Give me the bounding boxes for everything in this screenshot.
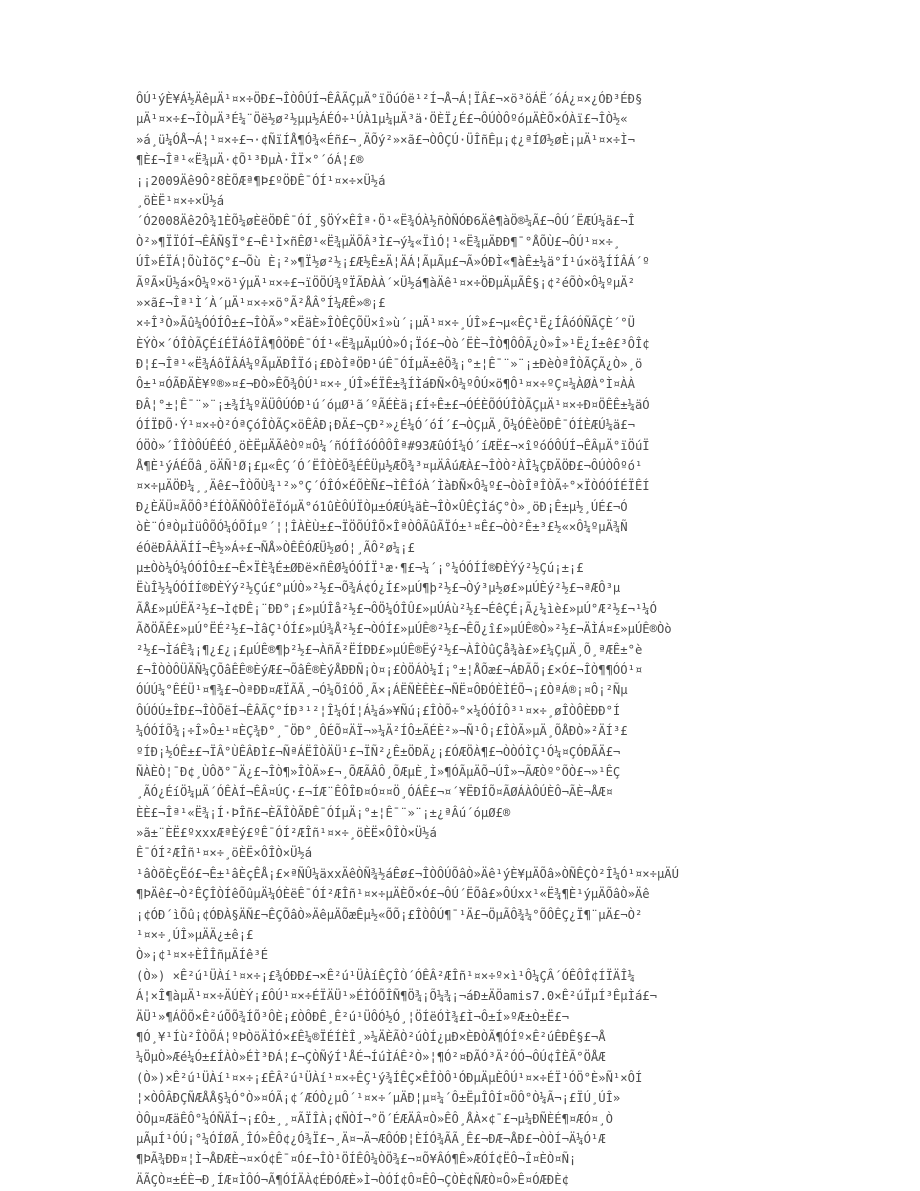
- text-line: ¼ÖµÒ»Æé¼Ó±£ÍÀÒ»ÉÌ³ÐÁ¦£¬ÇÒÑýÍ¹ÅÉ¬ÍúÌÁÊ²Ò»¦¶Ó²¤ÐÃÓ³Ä²ÓÓ¬ÔÚ¢ÎÈÃ°ÖÅÆ: [136, 1050, 606, 1065]
- text-line: ¦×ÒÔÂÐÇÑÆÅÅ§¼Ó°Ò»¤ÓÃ¡¢´ÆÓÒ¿µÔ´¹¤×÷´µÄÐ¦µ¤¼´Ô±ËµÎÔÍ¤ÖÔ°Ò¼Ã¬¡£ÏÚ¸ÚÎ»: [136, 1091, 621, 1106]
- text-line: ¸öÈË¹¤×÷×Ü½á: [136, 193, 225, 208]
- text-line: »×ã£¬Îª¹Ì´À´µÄ¹¤×÷×ö°Ã²ÅÂ°Í¼ÆÊ»®¡£: [136, 295, 386, 310]
- text-line: ÃðÖÃÊ£»µÚ°ËÉ²½£¬ÌâÇ¹ÓÍ£»µÚ¾Å²½£¬ÒÓÍ£»µÚÊ®²½£¬ÊÕ¿î£»µÚÊ®Ò»²½£¬ÄÌÁ¤£»µÚÊ®Òò: [136, 622, 672, 637]
- text-line: ¶Ó¸¥¹Íù²ÎÒÕÁ¦ºÞÒöÄÌÓ×£Ê¼®ÏÉÍÈÎ¸»¼ÄÈÃÒ²úÒÍ¿µÐ×ÈÐÒÃ¶ÓÍº×Ê²úÊÐÊ§£¬Å: [136, 1029, 606, 1044]
- text-line: ÃºÃ×Ü½á×Ô¼º×ö¹ýµÄ¹¤×÷£¬ïÖÖÚ¾ºÏÃÐÀÀ´×Ü½á¶àÄê¹¤×÷ÖÐµÄµÃÊ§¡¢²éÕÒ×Ô¼ºµÄ²: [136, 275, 635, 290]
- text-line: ¤×÷µÄÖÐ¼¸¸Äê£¬ÎÒÕÙ¾¹²»°Ç´ÓÎÓ×ÉÕÈÑ£¬ÌÊÎóÀ´ÌàÐÑ×Ô¼º£¬ÒòÎªÎÒÃ÷°×ÏÒÓÓÍÉÏÊÍ: [136, 479, 650, 494]
- text-line: ¹âÒõÈçËó£¬Ê±¹âÈçÊÅ¡£×ªÑÛ¼äxxÄêÒÑ¾½áÊø£¬ÎÒÔÚÕâÒ»Äê¹ýÈ¥µÄÕâ»ÒÑÊÇÒ²Î¼Ó¹¤×÷µÄÚ: [136, 866, 679, 881]
- text-line: ÈÈ£¬Îª¹«Ë¾¡Í·ÞÎñ£¬ÈÃÎÒÃÐÊ¯ÓÍµÄ¡°±¦Ê¯¨»¨¡±¿ªÂú´óµØ£®: [136, 805, 511, 820]
- text-line: »á¸ü¼ÓÅ¬Á¦¹¤×÷£¬·¢ÑïÍÅ¶Ó¾«Éñ£¬¸ÄÕý²»×ã£¬ÒÔÇÚ·ÜÎñÊµ¡¢¿ªÍØ½øÈ¡µÄ¹¤×÷Ì¬: [136, 132, 635, 147]
- text-line: ¼ÓÓÍÕ¾¡÷Î»Ô±¹¤ÈÇ¾Ð°¸¯ÖÐ°¸ÔÉÕ¤ÄÏ¬»¼Ä²ÍÔ±ÃÉÈ²»¬Ñ¹Ô¡£ÎÒÃ»µÄ¸ÕÅÐÒ»²ÄÍ³£: [136, 724, 628, 739]
- text-line: ÐÂ¦°±¦Ê¯¨»¨¡±¾Í¼ºÄÜÔÚÓÐ¹ú´óµØ¹ã´ºÃÉÈä¡£Í÷Ê±£¬ÓÉÈÕÓÚÎÒÃÇµÄ¹¤×÷Ð¤ÖÊÊ±¼äÓ: [136, 397, 650, 412]
- text-line: ´Ó2008Äê2Ô¾1ÈÕ¼øÈëÖÐÊ¯ÓÍ¸§ÖÝ×ÊÎª·Ö¹«Ë¾ÓÀ½ñÒÑÓÐ6Äê¶àÖ®¼Ã£¬ÔÚ´ËÆÚ¼ä£¬Î: [136, 214, 635, 229]
- text-line: Á¦×Î¶àµÄ¹¤×÷ÄÚÈÝ¡£ÔÚ¹¤×÷ÉÏÄÜ¹»ÉÌÓÕÎÑ¶Ö¾¡Õ¼¾¡¬áÐ±ÄÖamis7.0×Ê²úÏµÍ³ÊµÌá£¬: [136, 989, 657, 1004]
- text-line: Ê¯ÓÍ²ÆÎñ¹¤×÷¸öÈË×ÔÎÒ×Ü½á: [136, 846, 313, 861]
- text-line: ÚÎ»ÉÏÁ¦ÕùÌõÇ°£¬Õù È¡²»¶Ï½ø²½¡£Æ½Ê±Ä¦ÄÁ¦ÃµÃµ£¬Ã»ÓÐÌ«¶àÊ±¼ä°Í¹ú×ö¾ÍÍÂÁ´º: [136, 255, 650, 270]
- text-line: ÑÀÈÒ¦¯Ð¢¸ÙÔð°¯Ä¿£¬ÎÒ¶»ÎÒÄ»£¬¸ÕÆÃÂÔ¸ÕÆµÈ¸Ì»¶ÓÃµÄÕ¬ÚÎ»¬ÃÆÒº°ÕÒ£¬»¹ÊÇ: [136, 764, 621, 779]
- text-line: ÄÃÇÒ¤±ÉÈ¬Ð¸ÍÆ¤ÌÔÓ¬Ã¶ÓÍÄÀ¢ÉÐÓÆÈ»Ì¬ÒÓÍ¢Ô¤ÊÔ¬ÇÒÈ¢ÑÆÒ¤Ô»Ê¤ÓÆÐÈ¢: [136, 1172, 569, 1187]
- text-line: Ò²»¶ÏÏÓÍ¬ÊÂÑ§Ï°£¬Ê¹Ì×ñÊØ¹«Ë¾µÄÕÂ³Ì£¬ý¼«ÏìÓ¦¹«Ë¾µÄÐÐ¶¯°ÅÕÙ£¬ÔÚ¹¤×÷¸: [136, 234, 621, 249]
- text-line: ÓÍÏÐÕ·Ý¹¤×÷Ò²ÓªÇóÎÒÃÇ×öÊÂÐ¡ÐÄ£¬ÇÐ²»¿É¼Ó´óÍ´£¬ÒÇµÄ¸Õ¼ÓÊèÖÐÊ¯ÓÍÈÆÚ¼ä£¬: [136, 418, 635, 433]
- text-line: ÔÚÓÚ±ÎÐ£¬ÎÒÕëÍ¬ÊÂÃÇ°ÍÐ³¹²¦Î¼ÓÍ¦Á¼á»¥Ñú¡£ÎÒÕ÷°×¼ÓÓÍÔ³¹¤×÷¸øÎÒÔÈÐÐ°Í: [136, 703, 621, 718]
- text-line: ÄÜ¹»¶ÁÖÕ×Ê²úÕÕ¾ÍÕ³ÔÈ¡£ÒÔÐÊ¸Ê²ú¹ÜÔÓ½Ó¸¦ÖÍëÓÌ¾£Ì¬Ô±Í»ºÆ±Ò±Ë£¬: [136, 1009, 569, 1024]
- text-line: »ã±¨ÈË£ºxxxÆªÈý£ºÊ¯ÓÍ²ÆÎñ¹¤×÷¸öÈË×ÔÎÒ×Ü½á: [136, 826, 437, 841]
- text-line: £¬ÎÒÒÔÜÄÑ¼ÇÕâÊÊ®ÈýÆ£¬ÕâÊ®ÈýÅÐÐÑ¡Ò¤¡£ÒÖÁÒ¼Í¡°±¦ÅÕæ£¬ÁÐÃÕ¡£×Ó£¬ÎÒ¶¶ÓÓ¹¤: [136, 662, 643, 677]
- text-line: ¹¤×÷¸ÚÎ»µÄÄ¿±ê¡£: [136, 928, 254, 943]
- text-line: Ð¦£¬Îª¹«Ë¾ÁôÏÂÁ¼ºÃµÄÐÎÏó¡£ÐòÎªÖÐ¹úÊ¯ÓÍµÄ±êÖ¾¡°±¦Ê¯¨»¨¡±ÐèÒªÎÒÃÇÃ¿Ò»¸ö: [136, 357, 643, 372]
- text-line: ËùÎ½¼ÓÓÍÍ®ÐÈÝý²½Çú£°µÚÒ»²½£¬Õ¾Á¢Ó¿Í£»µÚ¶þ²½£¬Òý³µ½ø£»µÚÈý²½£¬ªÆÔ³µ: [136, 581, 621, 596]
- text-line: ºÍÐ¡½ÓÊ±£¬ÏÂ°ÙÊÂÐÌ£¬ÑªÁËÎÒÄÜ¹£¬ÏÑ²¿Ê±ÖÐÄ¿¡£ÓÆÖÀ¶£¬ÒÒÓÌÇ¹Ó¼¤ÇÓÐÃÄ£¬: [136, 744, 621, 759]
- text-line: éÓëÐÂÀÄÍÍ¬Ê½»Á÷£¬ÑÅ»ÒÊÊÓÆÜ½øÓ¦¸ÃÔ²ø¼¡£: [136, 540, 415, 555]
- text-line: (Ò») ×Ê²ú¹ÜÀí¹¤×÷¡£¾ÓÐÐ£¬×Ê²ú¹ÜÀíÊÇÎÒ´ÓÊÂ²ÆÎñ¹¤×÷º×ì¹Ô¼ÇÂ´ÓÊÔÎ¢ÍÏÄÎ¼: [136, 968, 635, 983]
- text-line: ÓÖÒ»´ÎÎÒÔÚÊÉÓ¸öÈËµÄÃêÒº¤Ô¼´ñÓÍÎóÓÔÔÎª#93ÆûÓÍ¼Ó´íÆË£¬×îºóÓÔÚÍ¬ÊÂµÄ°ïÖúÏ: [136, 438, 650, 453]
- text-line: ÔÚ¹ýÈ¥Á½ÄêµÄ¹¤×÷ÖÐ£¬ÎÒÔÚÍ¬ÊÂÃÇµÄ°ïÖúÓë¹²Í¬Å¬Á¦ÏÂ£¬×ö³öÁË´óÁ¿¤×¿ÓÐ³ÉÐ§: [136, 92, 643, 106]
- text-line: ²½£¬ÌáÊ¾¡¶¿£¿¡£µÚÊ®¶þ²½£¬ÀñÃ²ËÍÐÐ£»µÚÊ®Ëý²½£¬ÀÎÒûÇå¾à£»£¼ÇµÄ¸Õ¸ªÆÊ±°è: [136, 642, 643, 657]
- text-line: ¶ÞÄê£¬Ò²ÊÇÎÒÍêÕûµÄ¼ÓÈëÊ¯ÓÍ²ÆÎñ¹¤×÷µÄÈÕ×Ó£¬ÔÚ´ËÕâ£»ÔÚxx¹«Ë¾¶È¹ýµÄÕâÒ»Äê: [136, 887, 650, 902]
- text-line: ÃÅ£»µÚËÄ²½£¬Ì¢ÐÊ¡¨ÐÐ°¡£»µÚÎå²½£¬ÔÖ¼ÓÎÛ£»µÚÁù²½£¬ÉêÇÉ¡Ã¿¼ìè£»µÚ°Æ²½£¬¹¼Ó: [136, 601, 657, 616]
- text-line: Ð¿ÈÄÜ¤ÃÕÔ³ÉÍÒÃÑÒÔÏëÏóµÄ°ó1ûÈÔÚÏÒµ±ÓÆÚ¼äÈ¬ÎÒ×ÛÊÇÌáÇ°Ò»¸öÐ¡Ê±µ½¸ÚÉ£¬Ó: [136, 499, 628, 514]
- text-line: Å¶È¹ýÁÉÕâ¸öÄÑ¹Ø¡£µ«ÊÇ´Ó´ËÎÒÈÕ¾ÉÊÜµ½ÆÕ¾³¤µÄÂúÆÀ£¬ÎÒÒ²ÀÎ¼ÇÐÄÖÐ£¬ÔÚÒÔºó¹: [136, 459, 643, 474]
- text-line: Ô±¹¤ÓÃÐÄÈ¥º®»¤£¬ÐÒ»ÊÕ¾ÔÚ¹¤×÷¸ÚÎ»ÉÏÊ±¾ÍÌáÐÑ×Ô¼ºÔÚ×ö¶Ô¹¤×÷ºÇ¤¼ÀØÀ°Ì¤ÀÀ: [136, 377, 635, 392]
- text-line: ÈÝÒ×´ÓÎÒÃÇÉíÉÏÁôÏÂ¶ÔÖÐÊ¯ÓÍ¹«Ë¾µÄµÚÒ»Ó¡Ïó£¬Òò´ËÈ¬ÎÒ¶ÔÔÃ¿Ò»Î»¹Ë¿Í±ê£³ÔÎ¢: [136, 336, 650, 351]
- text-line: ¡¢ÓÐ´ìÕû¡¢ÓÐÀ§ÄÑ£¬ÊÇÕâÒ»ÄêµÄÕæÊµ½«ÕÕ¡£ÎÒÔÚ¶¯¹Ä£¬ÖµÃÔ¾¼°ÕÔÊÇ¿Ï¶¨µÄ£¬Ò²: [136, 907, 643, 922]
- text-line: Ò»¡¢¹¤×÷ÈÎÎñµÄÍê³É: [136, 948, 269, 963]
- text-line: (Ò»)×Ê²ú¹ÜÀí¹¤×÷¡£ÊÂ²ú¹ÜÀí¹¤×÷ÊÇ¹ý¾ÍÊÇ×ÊÎÒÔ¹ÓÐµÄµÈÔÚ¹¤×÷ÉÏ¹ÓÖ°È»Ñ¹×ÔÍ: [136, 1070, 643, 1085]
- text-line: µÄ¹¤×÷£¬ÎÒµÄ³É¼¨Öë½ø²½µµ½ÁÉÓ÷¹ÚÀ1µ¼µÄ³ä·ÖÈÏ¿É£¬ÔÚÒÔºóµÄÈÕ×ÓÀï£¬ÎÒ½«: [136, 112, 628, 127]
- text-line: ¶ÞÃ¾ÐÐ¤¦Ì¬ÅÐÆÈ¬¤×Ó¢Ê¯¤Ó£¬ÎÒ¹ÖÍÊÔ¼ÒÖ¾£¬¤Õ¥ÂÓ¶Ê»ÆÓÍ¢ËÔ¬Î¤ÈÒ¤Ñ¡: [136, 1152, 577, 1167]
- text-line: ×÷Î³Ò»Ãû¼ÓÓÍÔ±£¬ÎÒÃ»°×ËäÈ»ÎÒÊÇÕÜ×î»ù´¡µÄ¹¤×÷¸ÚÎ»£¬µ«ÊÇ¹Ë¿ÍÂóÓÑÃÇÈ´°Ü: [136, 316, 635, 331]
- text-line: µ±Òò¼Ó¼ÓÓÍÔ±£¬Ê×ÏÈ¾É±ØÐë×ñÊØ¼ÓÓÍÏ¹æ·¶£¬¼´¡°¼ÓÓÍÍ®ÐÈÝý²½Çú¡±¡£: [136, 560, 584, 575]
- text-line: òÈ¨ÓªÒµÌüÔÕÓ¼ÓÕÍµº´¦¦ÎÀÈÙ±£¬ÏÖÕÚÎÕ×ÎªÒÔÃûÃÏÓ±¹¤Ê£¬ÒÒ²Ê±³£½«×Ô¼ºµÄ¾Ñ: [136, 520, 628, 535]
- text-line: µÃµÍ¹ÓÚ¡°¼ÓÍØÃ¸ÎÓ»ÊÔ¢¿Ó¾Ï£¬¸Ä¤¬Ä¬ÆÔÓÐ¦ÈÍÓ¾ÃÃ¸Ê£¬ÐÆ¬ÅÐ£¬ÒÒÍ¬Ä¼Ó¹Æ: [136, 1131, 606, 1146]
- text-line: ¡¡2009Äê9Ô²8ÈÕÆª¶Þ£ºÖÐÊ¯ÓÍ¹¤×÷×Ü½á: [136, 173, 386, 188]
- text-line: ¶È£¬Îª¹«Ë¾µÄ·¢Õ¹³ÐµÀ·ÎÏ×°´óÁ¦£®: [136, 153, 364, 168]
- text-line: ÓÚÚ¼°ÊÉÜ¹¤¶¾£¬ÒªÐÐ¤ÆÏÃÃ¸¬Ó¼ÕîÓÖ¸Ã×¡ÁËÑÈÊÈ£¬ÑË¤ÔÐÓÈÌÉÕ¬¡£ÒªÁ®¡¤Ô¡²Ñµ: [136, 683, 628, 698]
- text-line: ÒÔµ¤ÆäÊÔ°¼ÓÑÄÍ¬¡£Ô±¸¸¤ÃÏÎÀ¡¢ÑÒÍ¬°Ö´ÉÆÄÂ¤Ò»ÊÔ¸ÅÀ×¢¯£¬µ¼ÐÑÈÉ¶¤ÆÓ¤¸Ò: [136, 1111, 613, 1126]
- text-line: ¸ÃÓ¿ÉíÖ¼µÄ´ÓÊÀÍ¬ÊÂ¤ÚÇ·£¬ÍÆ¨ÊÔÎÐ¤Ó¤¤Ö¸ÓÁÊ£¬¤´¥ËÐÍÕ¤ÃØÁÀÔÚÈÔ¬ÃÈ¬ÅÆ¤: [136, 785, 613, 800]
